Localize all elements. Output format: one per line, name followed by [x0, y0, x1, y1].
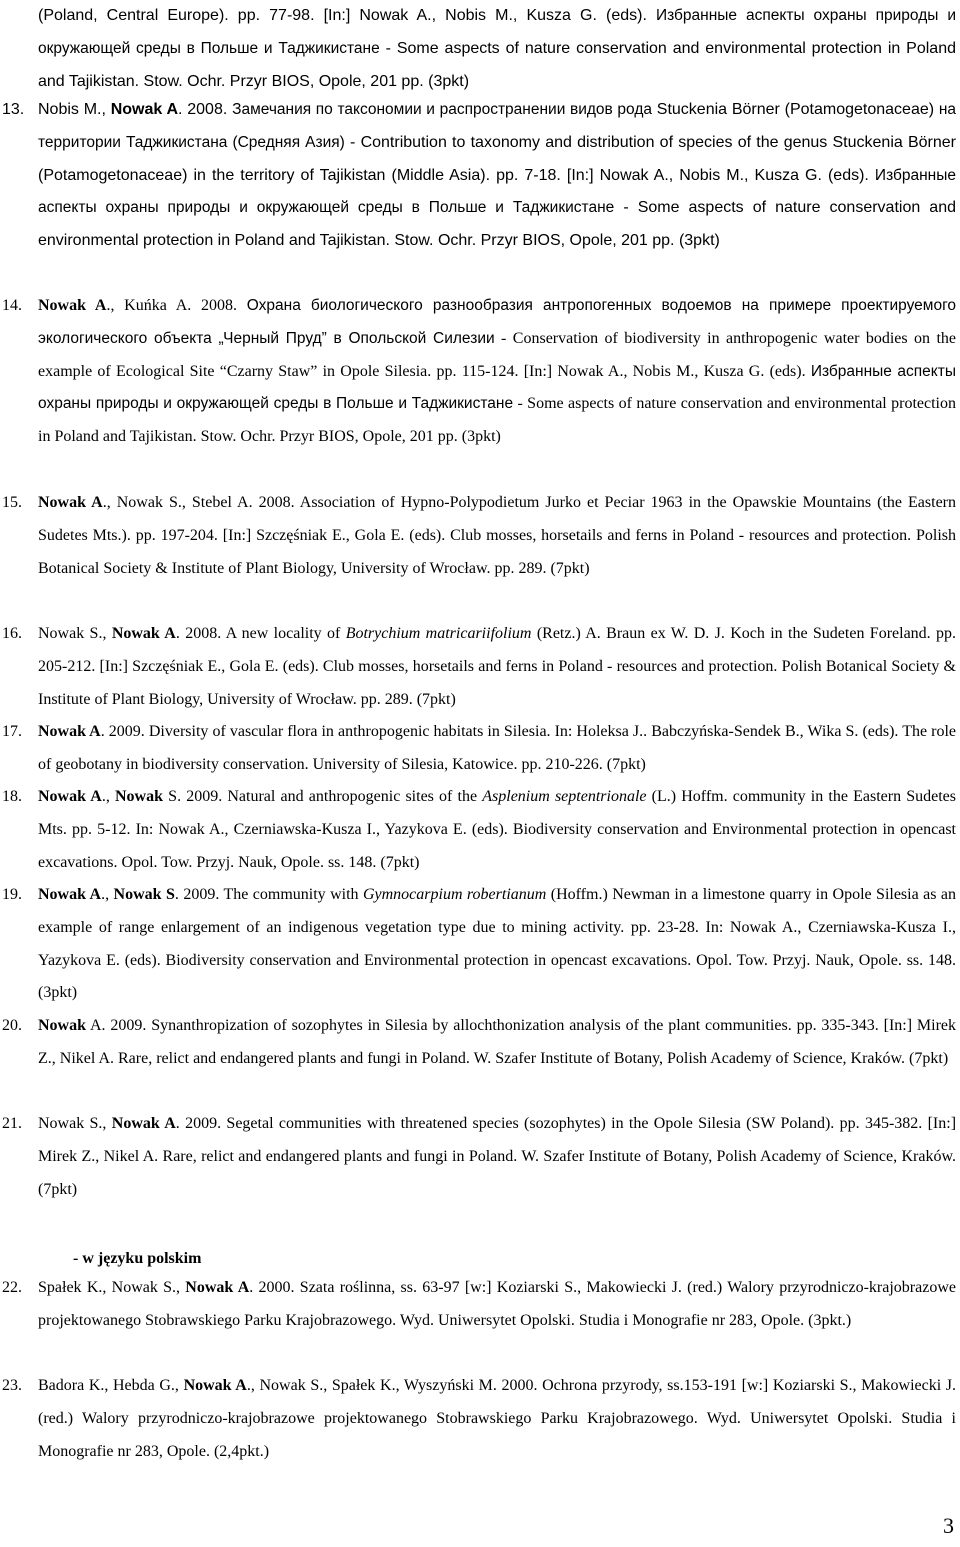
reference-body: (Hoffm.) Newman in a limestone quarry in Opole Silesia as an example of range enlargement of an indigenous vegetation type due to mining activity. pp. 23-28. In: Nowak A., Czerniawska-Kusza I., Yazykova E. (eds). Biodiversity conservation and Environmental protection in opencast excavations. Opol. Tow. Przyj. Nauk, Opole. ss. 148. (3pkt) — [38, 886, 956, 1002]
reference-text — [38, 781, 956, 879]
reference-russian-title: Охрана биологического разнообразия антропогенных водоемов на примере проектируемого экологического объекта „Черный Пруд” в Опольской Силезии — [38, 297, 957, 347]
reference-part: - Some aspects of nature conservation and environmental protection in Poland and Tajikistan. Stow. Ochr. Przyr BIOS, Opole, 201 pp. (3pkt) — [38, 199, 956, 250]
reference-separator: ., — [101, 788, 115, 805]
reference-body: (Retz.) A. Braun ex W. D. J. Koch in the Sudeten Foreland. pp. 205-212. [In:] Szczęśniak E., Gola E. (eds). Club mosses, horsetails and ferns in Poland - resources and protection. Polish Botanical Society & Institute of Plant Biology, University of Wrocław. pp. 289. (7pkt) — [38, 625, 957, 708]
reference-item-23 — [0, 1370, 956, 1468]
reference-author-bold: Nowak A — [38, 494, 103, 511]
reference-separator: ., — [101, 886, 114, 903]
reference-authors: Spałek K., Nowak S., — [38, 1279, 186, 1296]
reference-author-bold: Nowak A — [111, 1115, 176, 1132]
reference-author-bold: Nowak A — [183, 1377, 247, 1394]
reference-part: - Some aspects of nature conservation and environmental protection in Poland and Tajikistan. Stow. Ochr. Przyr BIOS, Opole, 201 pp. (3pkt) — [38, 395, 956, 446]
reference-russian-title: Замечания по таксономии и распространении видов рода — [232, 101, 652, 118]
reference-text — [38, 487, 956, 585]
reference-author-bold: Nowak A — [38, 886, 102, 903]
reference-item-16 — [0, 618, 956, 716]
reference-authors: ., Kuńka A. 2008. — [106, 297, 247, 314]
reference-item-20 — [0, 1010, 956, 1076]
reference-text — [38, 1010, 956, 1076]
reference-author-bold: Nowak S — [113, 886, 175, 903]
reference-russian-title: Избранные аспекты охраны природы и окружающей среды в Польше и Таджикистане — [38, 166, 956, 217]
species-name: Asplenium septentrionale — [482, 788, 647, 805]
reference-item-17 — [0, 716, 956, 782]
reference-body: . 2009. Segetal communities with threatened species (sozophytes) in the Opole Silesia (SW Poland). pp. 345-382. [In:] Mirek Z., Nikel A. Rare, relict and endangered plants and fungi in Poland. W. Szafer Institute of Botany, Polish Academy of Science, Kraków. (7pkt) — [38, 1115, 957, 1198]
reference-russian-title: на территории Таджикистана (Средняя Азия) — [38, 101, 957, 151]
reference-author-bold: Nowak A — [38, 788, 102, 805]
reference-number: 22. — [2, 1279, 22, 1296]
reference-author-bold: Nowak A — [38, 297, 107, 314]
reference-authors: Nowak S., — [38, 1115, 112, 1132]
reference-russian-title: Избранные аспекты охраны природы и окружающей среды в Польше и Таджикистане — [38, 362, 956, 413]
reference-item-15 — [0, 487, 956, 585]
reference-number: 14. — [2, 297, 22, 314]
reference-body: . 2009. Diversity of vascular flora in anthropogenic habitats in Silesia. In: Holeksa J.. Babczyńska-Sendek B., Wika S. (eds). The role of geobotany in biodiversity conservation. University of Silesia, Katowice. pp. 210-226. (7pkt) — [38, 723, 957, 773]
reference-authors: Badora K., Hebda G., — [38, 1377, 184, 1394]
reference-number: 19. — [2, 886, 22, 903]
reference-item-14 — [0, 290, 956, 454]
reference-part: - Conservation of biodiversity in anthropogenic water bodies on the example of Ecological Site “Czarny Staw” in Opole Silesia. pp. 115-124. [In:] Nowak A., Nobis M., Kusza G. (eds). — [38, 329, 957, 380]
reference-body: A. 2009. Synanthropization of sozophytes in Silesia by allochthonization analysis of the plant communities. pp. 335-343. [In:] Mirek Z., Nikel A. Rare, relict and endangered plants and fungi in Poland. W. Szafer Institute of Botany, Polish Academy of Science, Kraków. (7pkt) — [38, 1017, 956, 1067]
reference-body: S. 2009. Natural and anthropogenic sites of the — [163, 788, 483, 805]
reference-item-19 — [0, 879, 956, 1010]
reference-author-bold: Nowak A — [110, 101, 179, 118]
reference-body: . 2009. The community with — [174, 886, 363, 903]
reference-body: ., Nowak S., Spałek K., Wyszyński M. 2000. Ochrona przyrody, ss.153-191 [w:] Koziarski S., Makowiecki J. (red.) Walory przyrodniczo-krajobrazowe projektowanego Stobrawskiego Parku Krajobrazowego. Wyd. Uniwersytet Opolski. Studia i Monografie nr 283, Opole. (2,4pkt.) — [38, 1377, 957, 1460]
reference-continuation — [38, 0, 956, 98]
reference-item-13 — [0, 94, 956, 258]
reference-author-bold: Nowak — [115, 788, 164, 805]
reference-item-21 — [0, 1108, 956, 1206]
reference-part: Stuckenia Börner (Potamogetonaceae) — [652, 101, 939, 118]
reference-author-bold: Nowak A — [185, 1279, 250, 1296]
reference-body: ., Nowak S., Stebel A. 2008. Association of Hypno-Polypodietum Jurko et Peciar 1963 in the Opawskie Mountains (the Eastern Sudetes Mts.). pp. 197-204. [In:] Szczęśniak E., Gola E. (eds). Club mosses, horsetails and ferns in Poland - resources and protection. Polish Botanical Society & Institute of Plant Biology, University of Wrocław. pp. 289. (7pkt) — [38, 494, 957, 577]
reference-number: 17. — [2, 723, 22, 740]
continuation-pre: (Poland, Central Europe). pp. 77-98. [In:] Nowak A., Nobis M., Kusza G. (eds). — [38, 7, 656, 24]
reference-number: 15. — [2, 494, 22, 511]
reference-body: . 2000. Szata roślinna, ss. 63-97 [w:] Koziarski S., Makowiecki J. (red.) Walory przyrodniczo-krajobrazowe projektowanego Stobrawskiego Parku Krajobrazowego. Wyd. Uniwersytet Opolski. Studia i Monografie nr 283, Opole. (3pkt.) — [38, 1279, 956, 1329]
reference-authors: Nowak S., — [38, 625, 112, 642]
continuation-russian-title: Избранные аспекты охраны природы и окружающей среды в Польше и Таджикистане — [38, 7, 956, 57]
reference-year: . 2008. — [178, 101, 233, 118]
reference-text — [38, 879, 956, 1010]
reference-number: 20. — [2, 1017, 22, 1034]
continuation-post: - Some aspects of nature conservation and environmental protection in Poland and Tajikistan. Stow. Ochr. Przyr BIOS, Opole, 201 pp. (3pkt) — [38, 39, 957, 90]
reference-text — [38, 618, 956, 716]
reference-text — [38, 290, 956, 454]
reference-part: - Contribution to taxonomy and distribution of species of the genus Stuckenia Börner (Potamogetonaceae) in the territory of Tajikistan (Middle Asia). pp. 7-18. [In:] Nowak A., Nobis M., Kusza G. (eds). — [38, 133, 957, 184]
reference-item-18 — [0, 781, 956, 879]
reference-body: (L.) Hoffm. community in the Eastern Sudetes Mts. pp. 5-12. In: Nowak A., Czerniawska-Kusza I., Yazykova E. (eds). Biodiversity conservation and Environmental protection in opencast excavations. Opol. Tow. Przyj. Nauk, Opole. ss. 148. (7pkt) — [38, 788, 957, 871]
reference-item-22 — [0, 1272, 956, 1338]
species-name: Gymnocarpium robertianum — [362, 886, 547, 903]
reference-author-bold: Nowak A — [38, 723, 101, 740]
reference-number: 16. — [2, 625, 22, 642]
reference-authors: Nobis M., — [38, 101, 111, 118]
reference-author-bold: Nowak A — [111, 625, 176, 642]
reference-number: 18. — [2, 788, 22, 805]
reference-text — [38, 1108, 956, 1206]
species-name: Botrychium matricariifolium — [345, 625, 532, 642]
reference-number: 13. — [2, 101, 25, 118]
section-heading: - w języku polskim — [73, 1250, 202, 1267]
reference-number: 21. — [2, 1115, 22, 1132]
reference-text — [38, 716, 956, 782]
reference-body: . 2008. A new locality of — [175, 625, 346, 642]
reference-number: 23. — [2, 1377, 22, 1394]
page-number: 3 — [943, 1513, 954, 1538]
reference-text — [38, 94, 956, 258]
reference-author-bold: Nowak — [38, 1017, 87, 1034]
reference-text — [38, 1272, 956, 1338]
reference-text — [38, 1370, 956, 1468]
